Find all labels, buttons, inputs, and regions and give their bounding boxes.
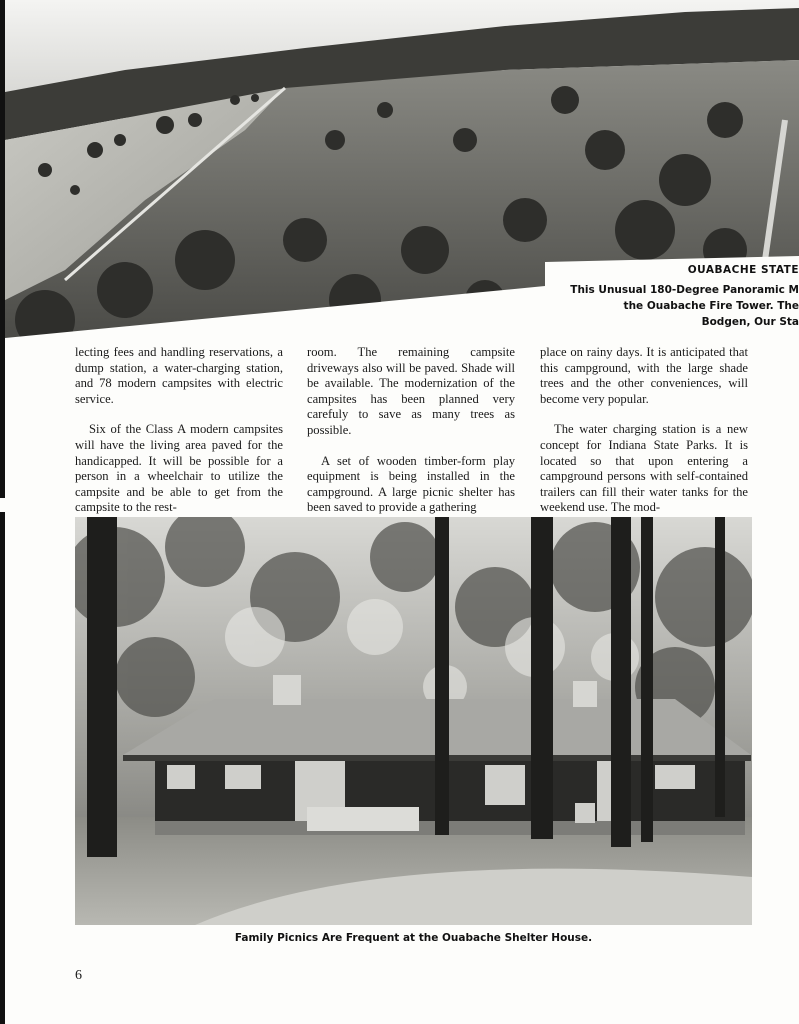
paragraph: place on rainy days. It is anticipated that this campground, with the large shade trees and the other conveniences, will become very popular. <box>540 345 748 406</box>
text-column-1 <box>75 345 283 531</box>
paragraph: room. The remaining campsite driveways also will be paved. Shade will be available. The modernization of the campsites has been planned very carefuly to save as many trees as possible. <box>307 345 515 437</box>
paragraph: lecting fees and handling reservations, a dump station, a water-charging station, and 78 modern campsites with electric service. <box>75 345 283 406</box>
top-photo-caption-line-1: This Unusual 180-Degree Panoramic M <box>570 284 799 296</box>
paragraph: A set of wooden timber-form play equipment is being installed in the campground. A large picnic shelter has been saved to provide a gathering <box>307 453 515 515</box>
paragraph: Six of the Class A modern campsites will have the living area paved for the handicapped. It will be possible for a person in a wheelchair to utilize the campsite and be able to get from the campsite to the rest- <box>75 422 283 515</box>
text-column-2 <box>307 345 515 531</box>
top-photo-caption-line-2: the Ouabache Fire Tower. The <box>623 300 799 312</box>
shelter-house-photo <box>75 517 752 925</box>
top-photo-caption <box>519 262 799 330</box>
page-number: 6 <box>75 968 82 983</box>
paragraph: The water charging station is a new concept for Indiana State Parks. It is located so that upon entering a campground persons with self-contained trailers can fill their water tanks for the weekend use. The mod- <box>540 422 748 515</box>
bottom-photo-caption: Family Picnics Are Frequent at the Ouabache Shelter House. <box>234 932 593 944</box>
top-photo-caption-heading: OUABACHE STATE <box>687 264 799 276</box>
top-photo-caption-line-3: Bodgen, Our Sta <box>701 316 799 328</box>
text-column-3 <box>540 345 748 531</box>
